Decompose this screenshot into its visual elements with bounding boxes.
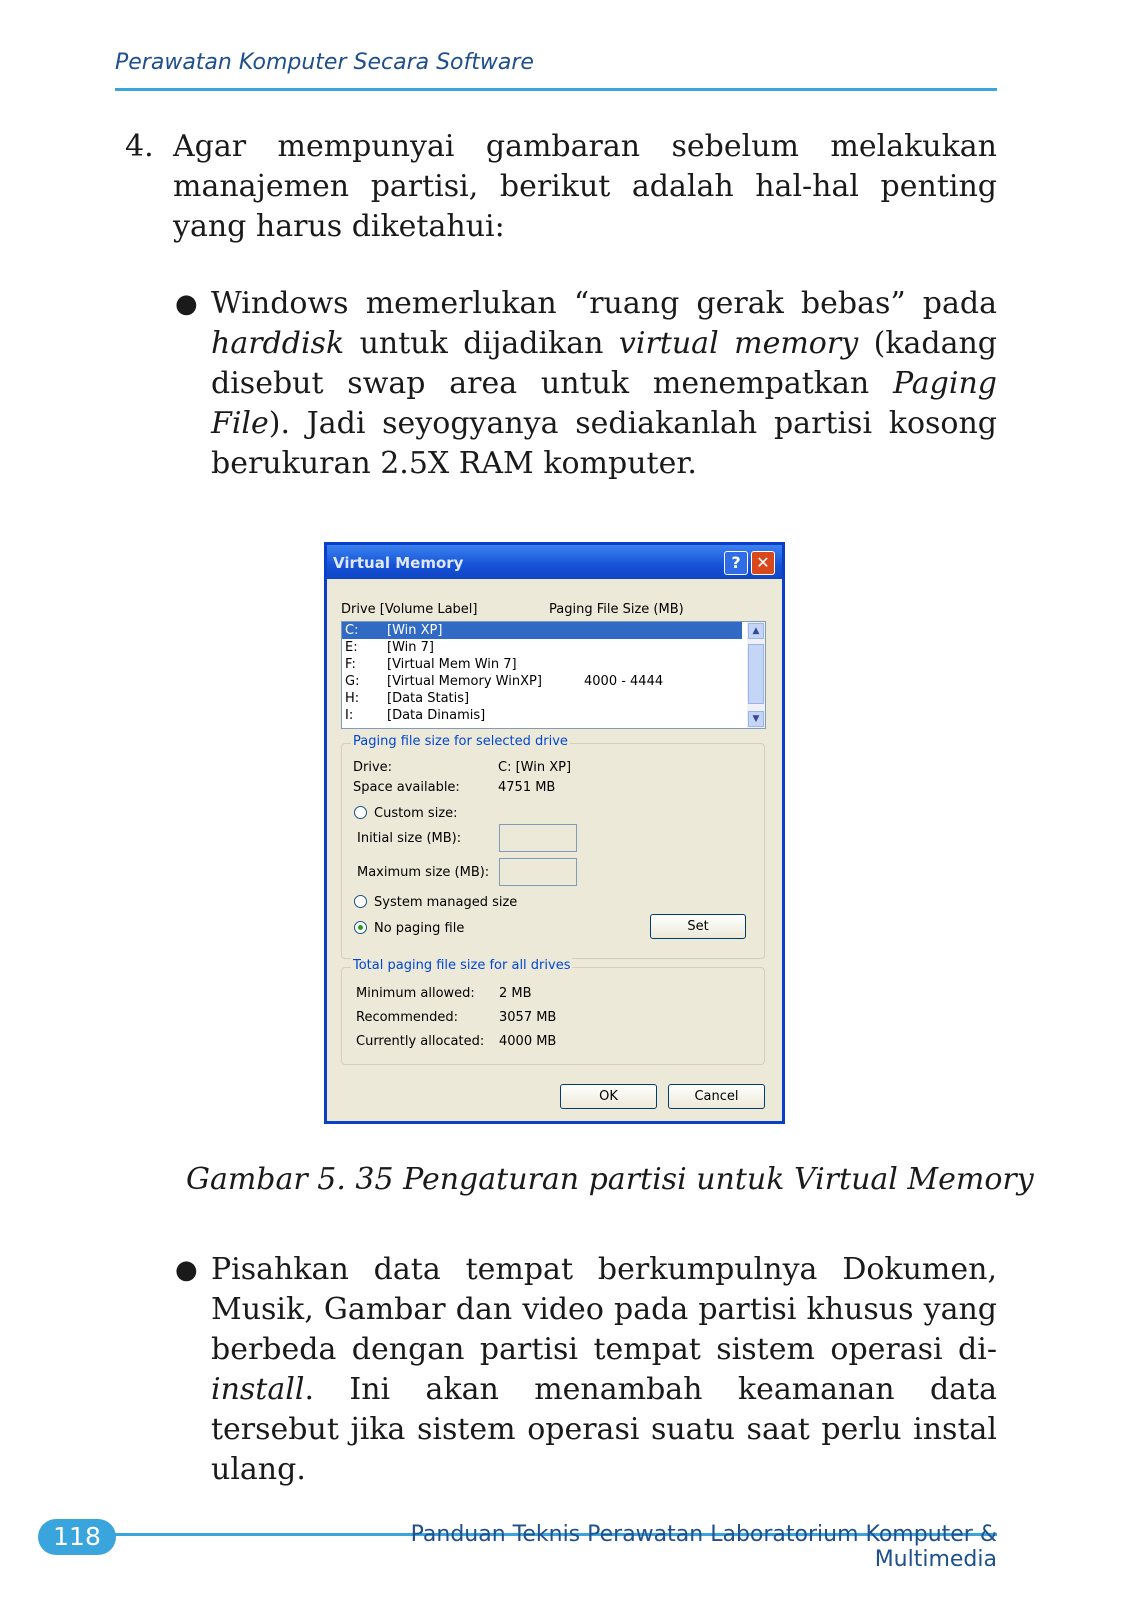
minimum-allowed-label: Minimum allowed: [356, 986, 475, 1001]
currently-allocated-label: Currently allocated: [356, 1034, 485, 1049]
initial-size-label: Initial size (MB): [357, 831, 462, 846]
drive-list[interactable] [341, 621, 766, 729]
maximum-size-input[interactable] [499, 858, 577, 886]
bullet-text: untuk dijadikan [344, 326, 619, 361]
bullet-virtual-memory [175, 284, 997, 484]
minimum-allowed-value: 2 MB [499, 986, 532, 1001]
drive-paging-size: 4000 - 4444 [584, 674, 664, 689]
virtual-memory-dialog [324, 542, 785, 1124]
recommended-label: Recommended: [356, 1010, 458, 1025]
drive-value: C: [Win XP] [498, 760, 572, 775]
custom-size-radio[interactable] [354, 806, 367, 819]
page-number: 118 [38, 1519, 116, 1555]
drive-letter: H: [345, 691, 360, 706]
item-text: Agar mempunyai gambaran sebelum melakukan manajemen partisi, berikut adalah hal-hal penting yang harus diketahui: [173, 129, 997, 244]
scroll-down-icon[interactable]: ▼ [748, 711, 764, 727]
dialog-title: Virtual Memory [333, 554, 464, 572]
footer-title: Panduan Teknis Perawatan Laboratorium Komputer & Multimedia [410, 1522, 997, 1572]
system-managed-label: System managed size [374, 895, 518, 910]
drive-letter: I: [345, 708, 354, 723]
close-button[interactable]: ✕ [751, 551, 775, 575]
system-managed-radio[interactable] [354, 895, 367, 908]
column-header-paging-size: Paging File Size (MB) [549, 602, 684, 617]
custom-size-label: Custom size: [374, 806, 458, 821]
maximum-size-label: Maximum size (MB): [357, 865, 490, 880]
no-paging-file-radio[interactable] [354, 921, 367, 934]
currently-allocated-value: 4000 MB [499, 1034, 557, 1049]
bullet-text: . Ini akan menambah keamanan data tersebut jika sistem operasi suatu saat perlu instal ulang. [211, 1372, 997, 1487]
bullet-separate-data [175, 1250, 997, 1490]
bullet-icon: ● [175, 1255, 198, 1285]
initial-size-input[interactable] [499, 824, 577, 852]
total-paging-group [341, 958, 765, 1065]
group-label: Total paging file size for all drives [353, 958, 571, 973]
bullet-text-italic: Paging File [211, 366, 997, 441]
bullet-text: ). Jadi seyogyanya sediakanlah partisi kosong berukuran 2.5X RAM komputer. [211, 406, 997, 481]
drive-row-g[interactable] [342, 673, 765, 690]
drive-label: [Data Dinamis] [387, 708, 486, 723]
bullet-text-italic: virtual memory [618, 326, 859, 361]
bullet-text: Pisahkan data tempat berkumpulnya Dokumen, Musik, Gambar dan video pada partisi khusus yang berbeda dengan partisi tempat sistem operasi di- [211, 1252, 997, 1367]
no-paging-file-label: No paging file [374, 921, 465, 936]
ok-button[interactable]: OK [560, 1084, 657, 1109]
bullet-text: (kadang disebut swap area untuk menempatkan [211, 326, 997, 401]
drive-letter: E: [345, 640, 358, 655]
drive-row-i[interactable] [342, 707, 765, 724]
drive-row-f[interactable] [342, 656, 765, 673]
drive-letter: F: [345, 657, 356, 672]
item-number: 4. [125, 129, 154, 164]
drive-label: [Virtual Memory WinXP] [387, 674, 542, 689]
bullet-text-italic: harddisk [211, 326, 345, 361]
scroll-up-icon[interactable]: ▲ [748, 623, 764, 639]
space-available-value: 4751 MB [498, 780, 556, 795]
figure-caption: Gambar 5. 35 Pengaturan partisi untuk Virtual Memory [186, 1162, 1034, 1197]
drive-row-e[interactable] [342, 639, 765, 656]
header-rule [115, 88, 997, 91]
drive-letter: C: [345, 623, 359, 638]
set-button[interactable]: Set [650, 914, 746, 939]
drive-label: [Win 7] [387, 640, 434, 655]
scroll-thumb[interactable] [748, 644, 764, 704]
drive-row-h[interactable] [342, 690, 765, 707]
bullet-text: Windows memerlukan “ruang gerak bebas” pada [211, 286, 997, 321]
drive-label: [Virtual Mem Win 7] [387, 657, 517, 672]
running-header: Perawatan Komputer Secara Software [115, 50, 534, 75]
numbered-item-4 [125, 127, 997, 247]
selected-drive-group [341, 734, 765, 959]
drive-label: Drive: [353, 760, 393, 775]
recommended-value: 3057 MB [499, 1010, 557, 1025]
drive-row-c[interactable] [342, 622, 742, 639]
drive-letter: G: [345, 674, 360, 689]
group-label: Paging file size for selected drive [353, 734, 568, 749]
help-button[interactable]: ? [724, 551, 748, 575]
column-header-drive: Drive [Volume Label] [341, 602, 478, 617]
drive-label: [Win XP] [387, 623, 443, 638]
drive-label: [Data Statis] [387, 691, 470, 706]
drive-list-scrollbar[interactable] [747, 622, 765, 728]
space-available-label: Space available: [353, 780, 460, 795]
bullet-icon: ● [175, 289, 198, 319]
cancel-button[interactable]: Cancel [668, 1084, 765, 1109]
bullet-text-italic: install [211, 1372, 305, 1407]
dialog-titlebar [327, 545, 782, 579]
